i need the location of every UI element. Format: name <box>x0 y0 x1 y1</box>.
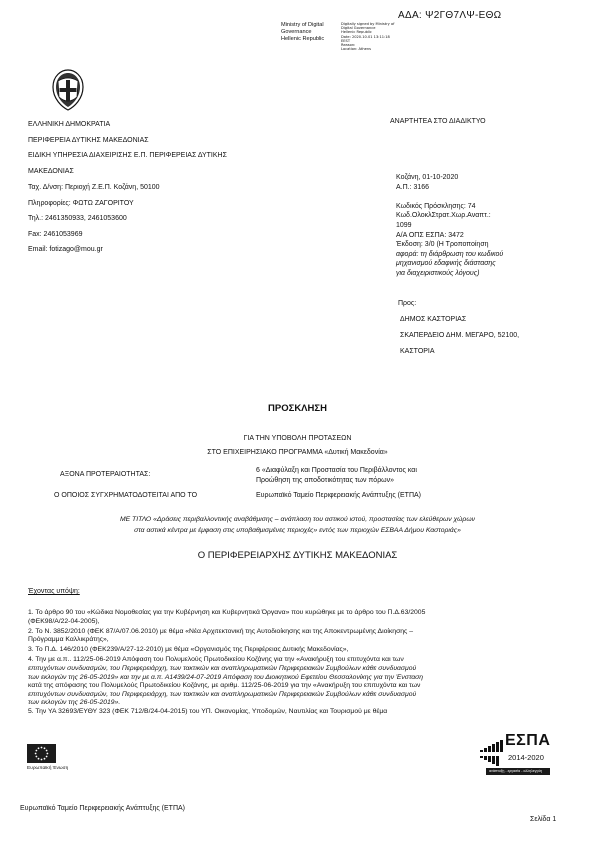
authority-heading: Ο ΠΕΡΙΦΕΡΕΙΑΡΧΗΣ ΔΥΤΙΚΗΣ ΜΑΚΕΔΟΝΙΑΣ <box>197 550 398 561</box>
axis-value-line: Προώθηση της αποδοτικότητας των πόρων» <box>256 476 395 484</box>
contact-fax: Fax: 2461053969 <box>28 230 83 238</box>
espa-logo <box>480 732 552 776</box>
eu-caption: Ευρωπαϊκή Ένωση <box>27 766 69 771</box>
subtitle-line: ΣΤΟ ΕΠΙΧΕΙΡΗΣΙΑΚΟ ΠΡΟΓΡΑΜΜΑ «Δυτική Μακεδονία» <box>207 449 388 456</box>
consideration-line: 3. Το Π.Δ. 146/2010 (ΦΕΚ239/Α/27-12-2010) με θέμα «Οργανισμός της Περιφέρειας Δυτικής Μακεδονίας», <box>28 646 349 654</box>
signature-org-line: Hellenic Republic <box>281 36 325 42</box>
consideration-line: επιτυχόντων συνδυασμών, του Περιφερειάρχη, των τακτικών και αναπληρωματικών Περιφερειακών Συμβούλων κάθε συνδυασμού <box>28 665 417 673</box>
signature-detail-line: Hellenic Republic <box>341 30 372 35</box>
document-title: ΠΡΟΣΚΛΗΣΗ <box>268 403 327 414</box>
contact-info-person: Πληροφορίες: ΦΩΤΩ ΖΑΓΟΡΙΤΟΥ <box>28 199 134 207</box>
ref-line: αφορά: τη διάρθρωση του κωδικού <box>396 250 504 258</box>
subtitle-line: ΓΙΑ ΤΗΝ ΥΠΟΒΟΛΗ ΠΡΟΤΑΣΕΩΝ <box>243 435 352 442</box>
considering-label: Έχοντας υπόψη: <box>28 588 80 595</box>
ada-code: ΑΔΑ: Ψ2ΓΘ7ΛΨ-ΕΘΩ <box>398 10 502 21</box>
consideration-line: 5. Την ΥΑ 32693/ΕΥΘΥ 323 (ΦΕΚ 712/Β/24-04-2015) του ΥΠ. Οικονομίας, Υποδομών, Ναυτιλίας και Τουρισμού με θέμα <box>28 708 388 716</box>
ref-line: μηχανισμού εδαφικής διάστασης <box>396 260 496 268</box>
recipient-block <box>398 296 519 360</box>
issuer-line: ΠΕΡΙΦΕΡΕΙΑ ΔΥΤΙΚΗΣ ΜΑΚΕΔΟΝΙΑΣ <box>28 136 149 144</box>
consideration-line: των εκλογών της 26-05-2019». <box>28 699 121 707</box>
signature-detail-line: Reason: <box>341 43 356 48</box>
considerations-list <box>28 609 568 717</box>
consideration-line: 2. Το Ν. 3852/2010 (ΦΕΚ 87/Α/07.06.2010) με θέμα «Νέα Αρχιτεκτονική της Αυτοδιοίκησης και της Αποκεντρωμένης Διοίκησης – <box>28 627 413 635</box>
eu-flag-icon <box>27 744 56 763</box>
recipient-line: ΔΗΜΟΣ ΚΑΣΤΟΡΙΑΣ <box>400 316 467 323</box>
subject-line: στα αστικά κέντρα με έμφαση στις υποβαθμισμένες περιοχές» εντός των περιοχών ΕΣΒΑΑ Δήμου Καστοριάς» <box>134 526 461 534</box>
issuer-block <box>28 117 227 179</box>
axis-value <box>256 466 417 485</box>
consideration-line: (ΦΕΚ98/Α/22-04-2005), <box>28 617 100 625</box>
ref-line: Έκδοση: 3/0 (Η Τροποποίηση <box>396 241 489 249</box>
contact-email: Email: fotizago@mou.gr <box>28 246 103 253</box>
fund-label: Ο ΟΠΟΙΟΣ ΣΥΓΧΡΗΜΑΤΟΔΟΤΕΙΤΑΙ ΑΠΟ ΤΟ <box>54 492 198 499</box>
signature-detail-line: EEST <box>341 38 351 43</box>
espa-tagline: ανάπτυξη - εργασία - αλληλεγγύη <box>489 769 543 773</box>
issuer-line: ΕΙΔΙΚΗ ΥΠΗΡΕΣΙΑ ΔΙΑΧΕΙΡΙΣΗΣ Ε.Π. ΠΕΡΙΦΕΡΕΙΑΣ ΔΥΤΙΚΗΣ <box>28 152 227 159</box>
ref-line <box>396 192 503 202</box>
consideration-line: Πρόγραμμα Καλλικράτης», <box>28 636 109 644</box>
eu-logo <box>27 744 68 772</box>
consideration-line: 4. Την με α.π.. 112/25-06-2019 Απόφαση του Πολυμελούς Πρωτοδικείου Κοζάνης για την «Ανακήρυξη του επιτυχόντα και των <box>28 656 404 664</box>
espa-word: ΕΣΠΑ <box>505 732 551 749</box>
ref-line: Κωδικός Πρόσκλησης: 74 <box>396 202 476 210</box>
subject-line: ΜΕ ΤΙΤΛΟ «Δράσεις περιβαλλοντικής αναβάθμισης – ανάπλαση του αστικού ιστού, προστασίας των ελεύθερων χώρων <box>119 516 476 523</box>
ref-line: Α.Π.: 3166 <box>396 183 430 191</box>
ref-line: Α/Α ΟΠΣ ΕΣΠΑ: 3472 <box>396 231 464 239</box>
reference-block <box>396 173 503 279</box>
espa-years: 2014-2020 <box>508 753 544 762</box>
recipient-line: ΚΑΣΤΟΡΙΑ <box>400 348 435 355</box>
signature-org-line: Ministry of Digital <box>281 22 324 28</box>
ref-line: Κοζάνη, 01-10-2020 <box>396 174 459 181</box>
ref-line: για διαχειριστικούς λόγους) <box>396 269 480 277</box>
recipient-line: ΣΚΑΠΕΡΔΕΙΟ ΔΗΜ. ΜΕΓΑΡΟ, 52100, <box>400 332 520 339</box>
signature-detail-line: Date: 2020.10.01 13:11:18 <box>341 34 390 39</box>
recipient-label: Προς: <box>398 300 417 307</box>
consideration-line: των εκλογών της 26-05-2019» και την με α.π. Α1439/24-07-2019 Απόφαση του Διοικητικού Εφετείου Θεσσαλονίκης για την Ένσταση <box>28 673 424 681</box>
subject-block <box>20 515 575 536</box>
issuer-line: ΜΑΚΕΔΟΝΙΑΣ <box>28 167 74 175</box>
contact-phone: Τηλ.: 2461350933, 2461053600 <box>28 215 127 222</box>
consideration-line: 1. Το άρθρο 90 του «Κώδικα Νομοθεσίας για την Κυβέρνηση και Κυβερνητικά Όργανα» που κυρώθηκε με το άρθρο του Π.Δ.63/2005 <box>28 609 426 616</box>
contact-block <box>28 180 160 258</box>
consideration-line: επιτυχόντων συνδυασμών, του Περιφερειάρχη, των τακτικών και αναπληρωματικών Περιφερειακών Συμβούλων κάθε συνδυασμού <box>28 690 417 698</box>
signature-detail-line: Digitally signed by Ministry of <box>341 22 395 26</box>
publish-note: ΑΝΑΡΤΗΤΕΑ ΣΤΟ ΔΙΑΔΙΚΤΥΟ <box>390 118 486 125</box>
signature-detail-line: Location: Athens <box>341 47 371 52</box>
contact-address: Ταχ. Δ/νση: Περιοχή Ζ.Ε.Π. Κοζάνη, 50100 <box>28 184 160 191</box>
axis-value-line: 6 «Διαφύλαξη και Προστασία του Περιβάλλοντος και <box>256 467 417 474</box>
signature-detail-line: Digital Governance <box>341 26 376 31</box>
signature-org-line: Governance <box>281 29 312 35</box>
subtitle-block <box>0 432 595 460</box>
ref-line: Κωδ.ΟλοκλΣτρατ.Χωρ.Αναπτ.: <box>396 212 491 220</box>
page-number: Σελίδα 1 <box>530 816 557 823</box>
fund-value: Ευρωπαϊκό Ταμείο Περιφερειακής Ανάπτυξης (ΕΤΠΑ) <box>256 492 421 499</box>
footer-fund: Ευρωπαϊκό Ταμείο Περιφερειακής Ανάπτυξης (ΕΤΠΑ) <box>20 805 185 812</box>
ref-line: 1099 <box>396 221 412 229</box>
axis-label: ΑΞΟΝΑ ΠΡΟΤΕΡΑΙΟΤΗΤΑΣ: <box>60 471 151 478</box>
consideration-line: κατά της απόφασης του Πολυμελούς Πρωτοδικείου Κοζάνης, με αριθμ. 112/25-06-2019 για την «Ανακήρυξη του επιτυχόντα και των <box>28 682 421 690</box>
greek-coat-of-arms-icon <box>50 69 86 111</box>
issuer-line: ΕΛΛΗΝΙΚΗ ΔΗΜΟΚΡΑΤΙΑ <box>28 121 111 128</box>
